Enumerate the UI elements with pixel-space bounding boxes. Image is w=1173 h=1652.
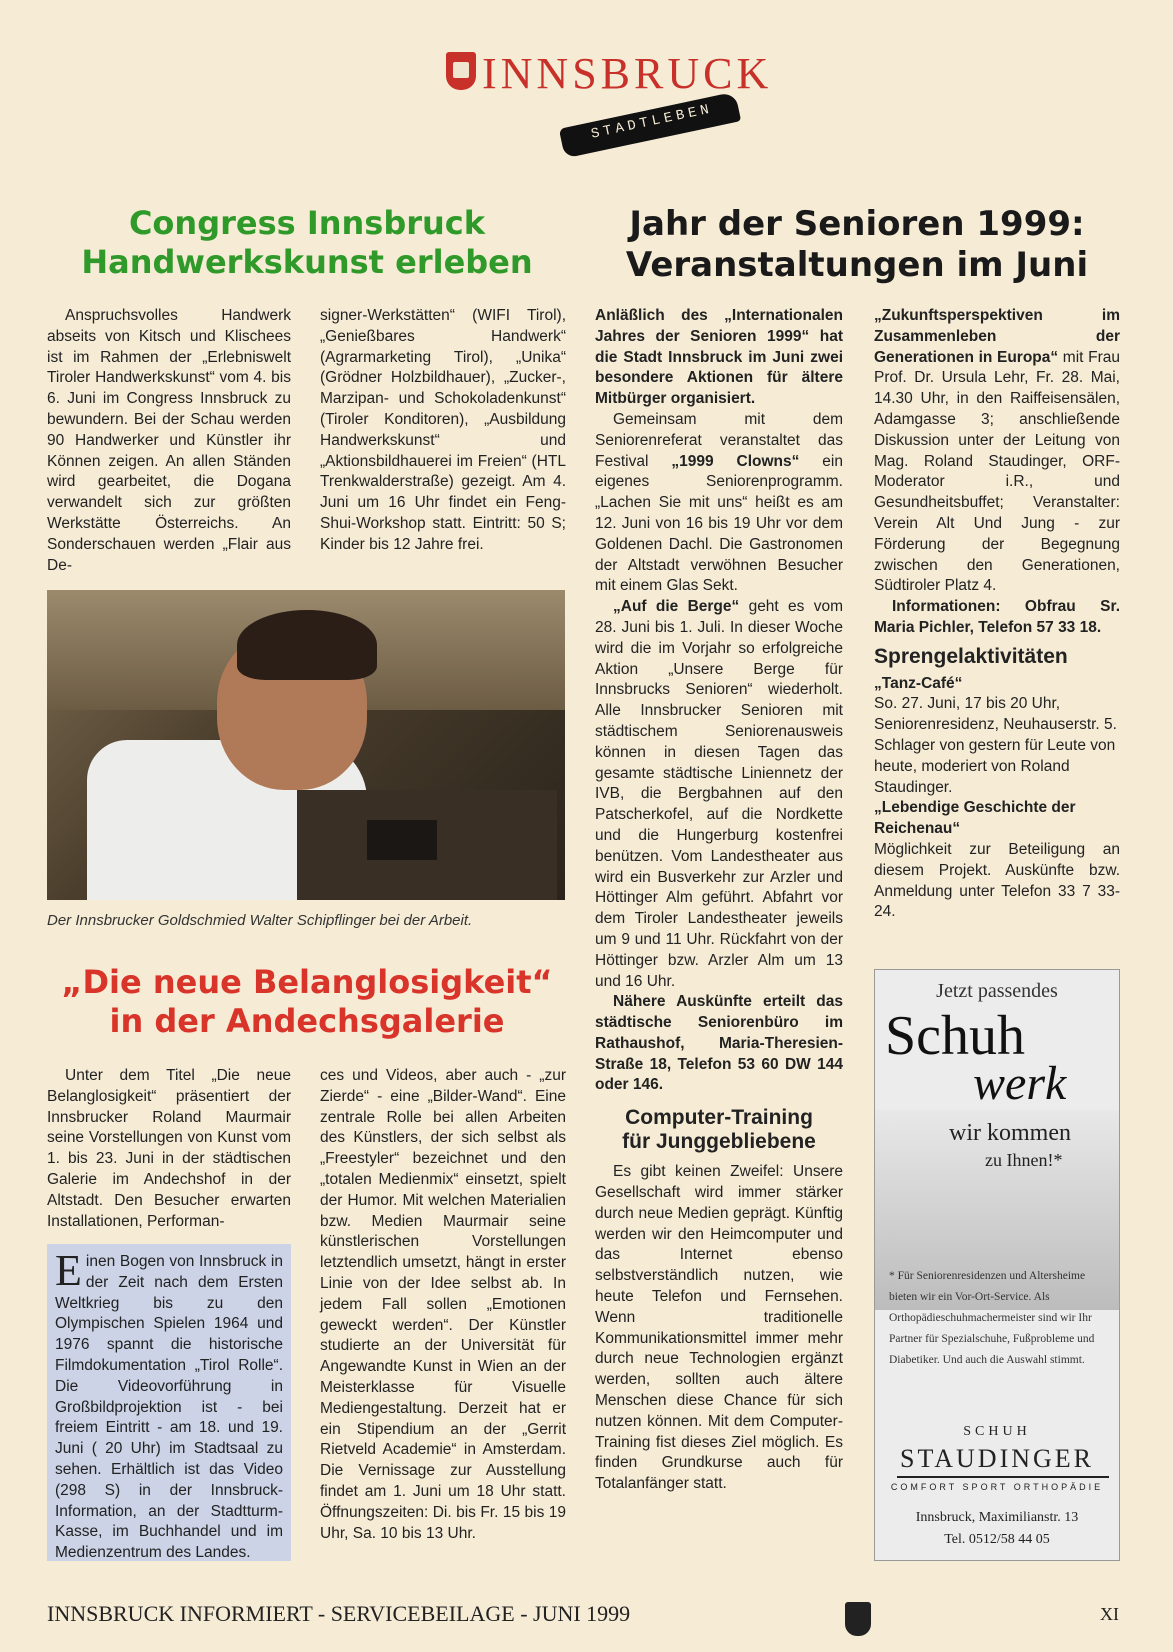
- belang-headline: [47, 963, 567, 1041]
- dropcap: E: [55, 1246, 82, 1295]
- ad-zu: zu Ihnen!*: [985, 1150, 1063, 1170]
- congress-headline: [47, 204, 567, 282]
- ad-divider: [897, 1476, 1109, 1478]
- ad-address: Innsbruck, Maximilianstr. 13: [915, 1510, 1079, 1525]
- photo-caption: Der Innsbrucker Goldschmied Walter Schipflinger bei der Arbeit.: [47, 912, 473, 929]
- masthead-tag: STADTLEBEN: [589, 101, 715, 143]
- senioren-lead: Anläßlich des „Internationalen Jahres der Senioren 1999“ hat die Stadt Innsbruck im Juni zwei besondere Aktionen für ältere Mitbürger organisiert.: [595, 307, 843, 408]
- innsbruck-crest-icon: [446, 52, 476, 90]
- congress-col1: [47, 306, 291, 576]
- congress-text-1: Anspruchsvolles Handwerk abseits von Kitsch und Klischees ist im Rahmen der „Erlebniswelt Tiroler Handwerkskunst“ vom 4. bis 6. Juni im Congress Innsbruck zu bewundern. Bei der Schau werden 90 Handwerker und Künstler ihr Können zeigen. An allen Ständen wird gearbeitet, die Dogana verwandelt sich zur größten Werkstätte Österreichs. An Sonderschauen werden „Flair aus De-: [47, 307, 291, 574]
- senioren-column: [595, 306, 843, 1495]
- footer-crest-icon: [845, 1602, 871, 1636]
- belang-text-1: Unter dem Titel „Die neue Belanglosigkeit“ präsentiert der Innsbrucker Roland Maurmair seine Vorstellungen von Kunst vom 1. bis 23. Juni in der städtischen Galerie im Andechshof in der Altstadt. Den Besucher erwarten Installationen, Performan-: [47, 1067, 291, 1230]
- ad-small-text: * Für Seniorenresidenzen und Altersheime bieten wir ein Vor-Ort-Service. Als Orthopädieschuhmachermeister sind wir Ihr Partner für Spezialschuhe, Fußprobleme und Diabetiker. Und auch die Auswahl stimmt.: [889, 1270, 1095, 1366]
- ad-brand-top: SCHUH: [963, 1424, 1031, 1439]
- senioren-headline: [597, 204, 1117, 287]
- senioren-clowns: Gemeinsam mit dem Seniorenreferat veranstaltet das Festival „1999 Clowns“ ein eigenes Seniorenprogramm. „Lachen Sie mit uns“ heißt es am 12. Juni von 16 bis 19 Uhr vor dem Goldenen Dachl. Die Gastronomen der Altstadt verwöhnen Besucher mit einem Glas Sekt.: [595, 410, 843, 595]
- zukunft-text: mit Frau Prof. Dr. Ursula Lehr, Fr. 28. Mai, 14.30 Uhr, in den Raiffeisensälen, Adamgasse 3; anschließende Diskussion unter der Leitung von Mag. Roland Staudinger, ORF-Moderator i.R., und Gesundheitsbuffet; Veranstalter: Verein Alt Und Jung - zur Förderung der Begegnung zwischen den Generationen, Südtiroler Platz 4.: [874, 348, 1120, 595]
- belang-col2: [320, 1066, 566, 1544]
- tirol-rolle-box: [47, 1244, 291, 1561]
- footer-text: INNSBRUCK INFORMIERT - SERVICEBEILAGE - JUNI 1999: [47, 1601, 631, 1626]
- computer-text: Es gibt keinen Zweifel: Unsere Gesellschaft wird immer stärker durch neue Medien geprägt. Künftig werden wir den Heimcomputer und das Internet ebenso selbstverständlich nutzen, wie heute Telefon und Fernsehen. Wenn traditionelle Kommunikationsmittel immer mehr durch neue Technologien ergänzt werden, sollten auch ältere Menschen diese Chance für sich nutzen können. Mit dem Computer-Training fist dieses Ziel möglich. Es finden Grundkurse auch für Totalanfänger statt.: [595, 1163, 843, 1493]
- belang-text-2: ces und Videos, aber auch - „zur Zierde“ - eine „Bilder-Wand“. Eine zentrale Rolle bei allen Arbeiten des Künstlers, der sich selbst als „Freestyler“ bezeichnet und den „totalen Medienmix“ einsetzt, spielt der Humor. Mit welchen Materialien bzw. Medien Maurmair seine künstlerischen Vorstellungen letztendlich umsetzt, hängt in erster Linie von der Idee selbst ab. In jedem Fall sollen „Emotionen geweckt werden“. Der Künstler studierte an der Universität für Angewandte Kunst in Wien an der Meisterklasse für Visuelle Mediengestaltung. Derzeit hat er ein Stipendium an der „Gerrit Rietveld Academie“ in Amsterdam. Die Vernissage zur Ausstellung findet am 1. Juni um 18 Uhr statt. Öffnungszeiten: Di. bis Fr. 15 bis 19 Uhr, Sa. 10 bis 13 Uhr.: [320, 1067, 566, 1542]
- ad-schuh: Schuh: [885, 1005, 1025, 1067]
- senioren-title-line2: Veranstaltungen im Juni: [625, 245, 1089, 286]
- congress-text-2: signer-Werkstätten“ (WIFI Tirol), „Genießbares Handwerk“ (Agrarmarketing Tirol), „Unika“ (Grödner Holzbildhauer), „Zucker-, Marzipan- und Schokoladenkunst“ (Tiroler Konditoren), „Ausbildung Handwerkskunst“ und „Aktionsbildhauerei im Freien“ (HTL Trenkwalderstraße) gezeigt. Am 4. Juni um 16 Uhr findet ein Feng-Shui-Workshop statt. Eintritt: 50 S; Kinder bis 12 Jahre frei.: [320, 307, 566, 553]
- masthead: [440, 44, 773, 144]
- zukunft-column: [874, 306, 1120, 923]
- belang-col1: [47, 1066, 291, 1232]
- goldsmith-photo: [47, 590, 565, 900]
- belang-title-line2: in der Andechsgalerie: [109, 1002, 505, 1041]
- ad-werk: werk: [973, 1057, 1067, 1110]
- sprengel-headline: Sprengelaktivitäten: [874, 644, 1068, 668]
- ad-phone: Tel. 0512/58 44 05: [944, 1532, 1050, 1547]
- senioren-title-line1: Jahr der Senioren 1999:: [629, 204, 1085, 244]
- page-number: XI: [1100, 1604, 1119, 1624]
- congress-title-line1: Congress Innsbruck: [128, 204, 486, 242]
- ad-wir: wir kommen: [949, 1120, 1071, 1146]
- senioren-info: Nähere Auskünfte erteilt das städtische Seniorenbüro im Rathaushof, Maria-Theresien-Straße 18, Telefon 53 60 DW 144 oder 146.: [595, 993, 843, 1094]
- tirol-rolle-text: inen Bogen von Innsbruck in der Zeit nach dem Ersten Weltkrieg bis zu den Olympischen Spielen 1964 und 1976 spannt die historische Filmdokumentation „Tirol Rolle“. Die Videovorführung in Großbildprojektion ist - bei freiem Eintritt - am 18. und 19. Juni ( 20 Uhr) im Stadtsaal zu sehen. Erhältlich ist das Video (298 S) in der Innsbruck-Information, an der Stadtturm-Kasse, im Buchhandel und im Medienzentrum des Landes.: [55, 1253, 283, 1562]
- ad-brand: STAUDINGER: [899, 1444, 1095, 1473]
- congress-col2: [320, 306, 566, 556]
- congress-title-line2: Handwerkskunst erleben: [81, 243, 533, 282]
- zukunft-lead: „Zukunftsperspektiven im Zusammenleben der Generationen in Europa“: [874, 307, 1120, 366]
- tanz-title: „Tanz-Café“: [874, 674, 963, 692]
- ad-jetzt: Jetzt passendes: [936, 980, 1058, 1002]
- senioren-berge: „Auf die Berge“ geht es vom 28. Juni bis 1. Juli. In dieser Woche wird die im Vorjahr so erfolgreiche Aktion „Unsere Berge für Innsbrucks Senioren“ wiederholt. Alle Innsbrucker Senioren mit städtischem Seniorenausweis können in diesen Tagen das gesamte städtische Liniennetz der IVB, die Bergbahnen auf den Patscherkofel, auf die Nordkette und die Hungerburg kostenfrei benützen. Vom Landestheater aus wird ein Busverkehr zur Arzler und Höttinger Alm geführt. Abfahrt vor dem Tiroler Landestheater jeweils um 9 und 11 Uhr. Rückfahrt von der Höttinger bzw. Arzler Alm um 13 und 16 Uhr.: [595, 598, 843, 990]
- reichenau-text: Möglichkeit zur Beteiligung an diesem Projekt. Auskünfte bzw. Anmeldung unter Telefon 33 7 33-24.: [874, 840, 1120, 921]
- staudinger-ad[interactable]: [874, 969, 1120, 1561]
- masthead-brand: INNSBRUCK: [482, 49, 773, 98]
- tanz-text: So. 27. Juni, 17 bis 20 Uhr, Seniorenresidenz, Neuhauserstr. 5. Schlager von gestern für Leute von heute, moderiert von Roland Staudinger.: [874, 695, 1117, 796]
- computer-headline: Computer-Training für Junggebliebene: [622, 1106, 816, 1154]
- reichenau-title: „Lebendige Geschichte der Reichenau“: [874, 799, 1076, 838]
- ad-slogan: COMFORT SPORT ORTHOPÄDIE: [890, 1482, 1104, 1492]
- belang-title-line1: „Die neue Belanglosigkeit“: [61, 963, 553, 1001]
- zukunft-info: Informationen: Obfrau Sr. Maria Pichler, Telefon 57 33 18.: [874, 598, 1120, 636]
